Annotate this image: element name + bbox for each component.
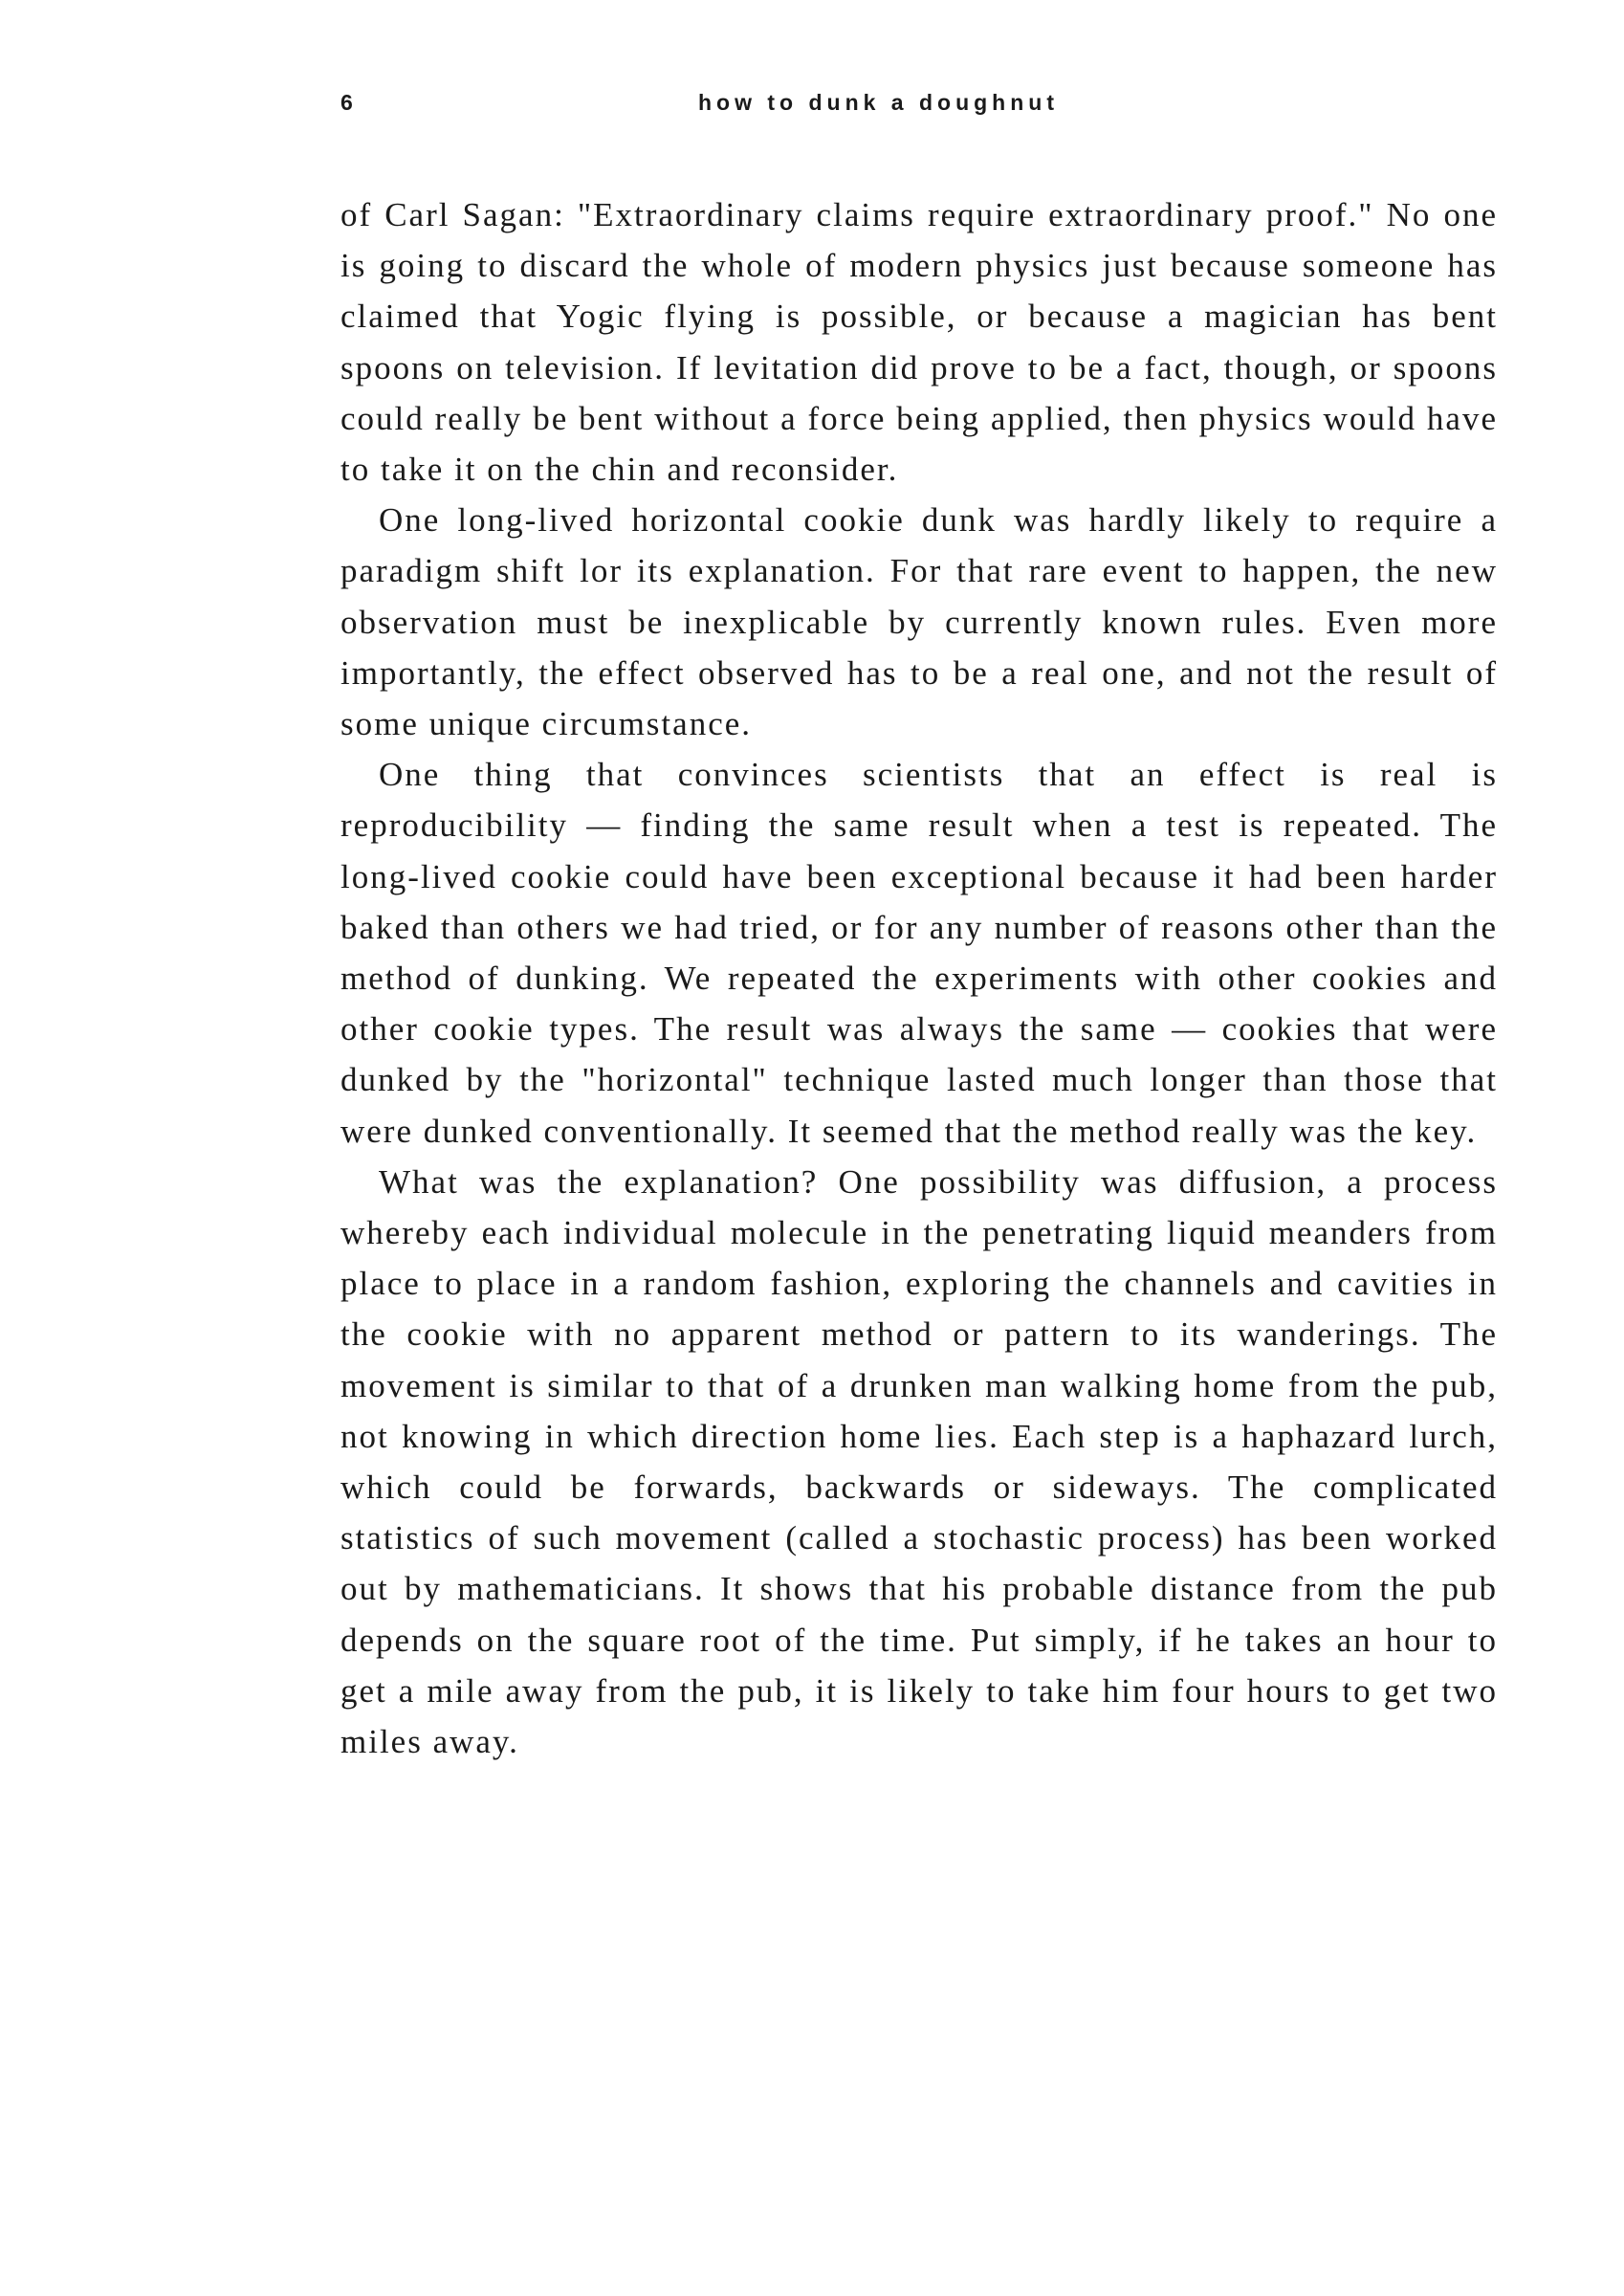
- paragraph: One thing that convinces scientists that an effect is real is reproducibility — finding the same result when a test is repeated. The long-lived cookie could have been exceptional because it had been harder baked than others we had tried, or for any number of reasons other than the method of dunking. We repeated the experiments with other cookies and other cookie types. The result was always the same — cookies that were dunked by the "horizontal" technique lasted much longer than those that were dunked conventionally. It seemed that the method really was the key.: [340, 756, 1498, 1150]
- page-number: 6: [340, 90, 353, 115]
- paragraph: What was the explanation? One possibility was diffusion, a process whereby each individual molecule in the penetrating liquid meanders from place to place in a random fashion, exploring the channels and cavities in the cookie with no apparent method or pattern to its wanderings. The movement is similar to that of a drunken man walking home from the pub, not knowing in which direction home lies. Each step is a haphazard lurch, which could be forwards, backwards or sideways. The complicated statistics of such movement (called a stochastic process) has been worked out by mathematicians. It shows that his probable distance from the pub depends on the square root of the time. Put simply, if he takes an hour to get a mile away from the pub, it is likely to take him four hours to get two miles away.: [340, 1162, 1498, 1761]
- running-head-title: how to dunk a doughnut: [698, 90, 1059, 115]
- body-text: [340, 189, 1498, 1767]
- paragraph: One long-lived horizontal cookie dunk was hardly likely to require a paradigm shift lor its explanation. For that rare event to happen, the new observation must be inexplicable by currently known rules. Even more importantly, the effect observed has to be a real one, and not the result of some unique circumstance.: [340, 501, 1498, 743]
- paragraph: of Carl Sagan: "Extraordinary claims require extraordinary proof." No one is going to discard the whole of modern physics just because someone has claimed that Yogic flying is possible, or because a magician has bent spoons on television. If levitation did prove to be a fact, though, or spoons could really be bent without a force being applied, then physics would have to take it on the chin and reconsider.: [340, 196, 1498, 489]
